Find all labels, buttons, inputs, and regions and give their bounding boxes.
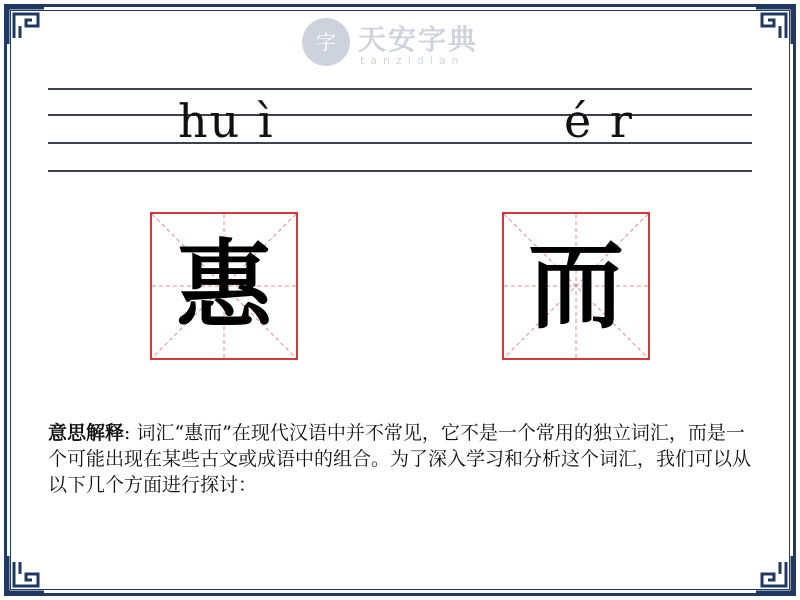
staff-line (48, 88, 752, 90)
logo-badge-icon: 字 (302, 18, 350, 66)
explanation-label: 意思解释 (48, 422, 125, 444)
pinyin-syllable-2: é r (564, 94, 634, 148)
meaning-explanation (48, 420, 756, 498)
logo-subtitle: tanzidian (360, 54, 465, 67)
site-logo-watermark (302, 16, 502, 70)
explanation-text: 词汇“惠而”在现代汉语中并不常见，它不是一个常用的独立词汇，而是一个可能出现在某些古文或成语中的组合。为了深入学习和分析这个词汇，我们可以从以下几个方面进行探讨： (48, 422, 752, 496)
explanation-separator: : (124, 422, 137, 444)
tianzige-box-1 (150, 212, 298, 360)
staff-line (48, 114, 752, 116)
tianzige-box-2 (502, 212, 650, 360)
fret-corner-icon (6, 6, 46, 46)
hanzi-char-2: 而 (528, 230, 624, 342)
staff-line (48, 142, 752, 144)
pinyin-syllable-1: hu ì (178, 94, 275, 148)
fret-corner-icon (754, 554, 794, 594)
pinyin-staff (48, 88, 752, 172)
logo-name: 天安字典 (358, 23, 479, 56)
staff-line (48, 170, 752, 172)
fret-corner-icon (6, 554, 46, 594)
hanzi-char-1: 惠 (176, 230, 272, 342)
fret-corner-icon (754, 6, 794, 46)
